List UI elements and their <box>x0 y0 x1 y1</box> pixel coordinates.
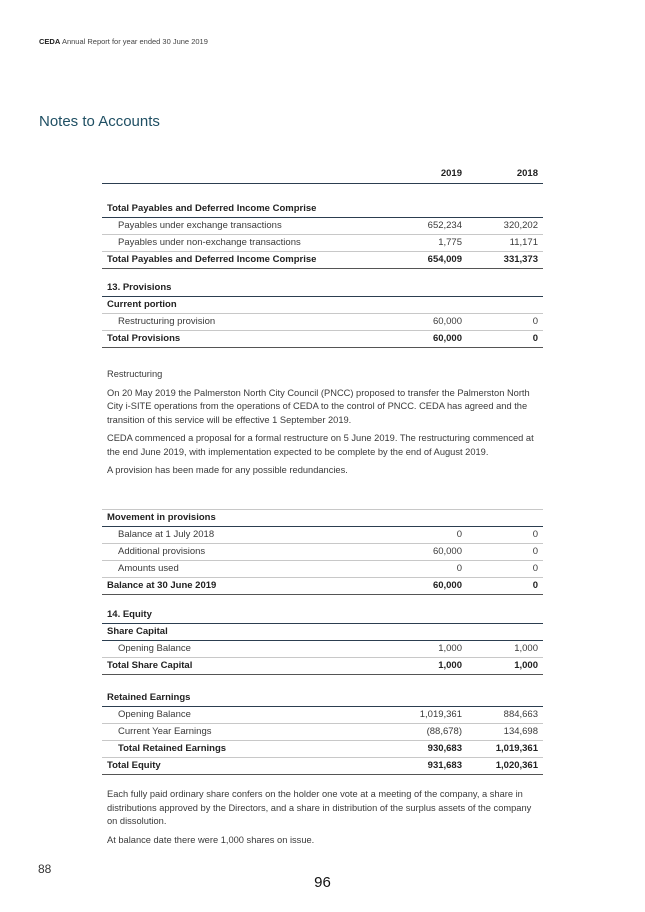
page-header <box>39 37 208 46</box>
table-row: Balance at 1 July 2018 0 0 <box>102 527 543 544</box>
header-subtitle: Annual Report for year ended 30 June 2019 <box>61 37 208 46</box>
equity-note-paragraph: Each fully paid ordinary share confers on the holder one vote at a meeting of the company, a share in distributions approved by the Directors, and a share in distribution of the surplus assets of the company on dissolution. <box>107 789 532 826</box>
restructuring-heading: Restructuring <box>107 369 163 379</box>
column-header-2018: 2018 <box>516 168 538 179</box>
provisions-table <box>102 280 543 348</box>
page-number-center: 96 <box>314 874 331 891</box>
payables-heading: Total Payables and Deferred Income Comprise <box>102 201 543 218</box>
column-header-row <box>102 166 543 184</box>
table-row: Restructuring provision 60,000 0 <box>102 314 543 331</box>
total-equity-row: Total Equity 931,683 1,020,361 <box>102 758 543 775</box>
movement-table <box>102 509 543 595</box>
retained-earnings-heading: Retained Earnings <box>102 690 543 707</box>
restructuring-paragraph: On 20 May 2019 the Palmerston North City Council (PNCC) proposed to transfer the Palmerston North City i-SITE operations from the operations of CEDA to the control of PNCC. CEDA has agreed and the transition of this service will be effective 1 September 2019. <box>107 387 530 425</box>
restructuring-paragraph: A provision has been made for any possible redundancies. <box>107 465 348 475</box>
column-header-2019: 2019 <box>440 168 462 179</box>
table-row: Amounts used 0 0 <box>102 561 543 578</box>
equity-heading: 14. Equity <box>102 607 543 624</box>
provisions-heading: 13. Provisions <box>102 280 543 297</box>
restructuring-paragraph: CEDA commenced a proposal for a formal restructure on 5 June 2019. The restructuring commenced at the end June 2019, with implementation expected to be complete by the end of August 2019. <box>107 433 534 457</box>
table-row: Current Year Earnings (88,678) 134,698 <box>102 724 543 741</box>
table-row: Opening Balance 1,019,361 884,663 <box>102 707 543 724</box>
restructuring-text <box>107 368 543 483</box>
table-row: Opening Balance 1,000 1,000 <box>102 641 543 658</box>
movement-total-row: Balance at 30 June 2019 60,000 0 <box>102 578 543 595</box>
payables-table <box>102 166 543 269</box>
header-org: CEDA <box>39 37 61 46</box>
table-row: Payables under exchange transactions 652,234 320,202 <box>102 218 543 235</box>
equity-notes <box>107 788 543 852</box>
page-title: Notes to Accounts <box>39 113 160 130</box>
share-capital-heading: Share Capital <box>102 624 543 641</box>
share-capital-total-row: Total Share Capital 1,000 1,000 <box>102 658 543 675</box>
page-number-left: 88 <box>38 862 52 876</box>
payables-total-row: Total Payables and Deferred Income Comprise 654,009 331,373 <box>102 252 543 269</box>
table-row: Additional provisions 60,000 0 <box>102 544 543 561</box>
equity-table <box>102 607 543 775</box>
table-row: Payables under non-exchange transactions 1,775 11,171 <box>102 235 543 252</box>
retained-subtotal-row: Total Retained Earnings 930,683 1,019,361 <box>102 741 543 758</box>
provisions-total-row: Total Provisions 60,000 0 <box>102 331 543 348</box>
movement-heading: Movement in provisions <box>102 509 543 527</box>
equity-note-paragraph: At balance date there were 1,000 shares on issue. <box>107 834 315 845</box>
provisions-subheading: Current portion <box>102 297 543 314</box>
